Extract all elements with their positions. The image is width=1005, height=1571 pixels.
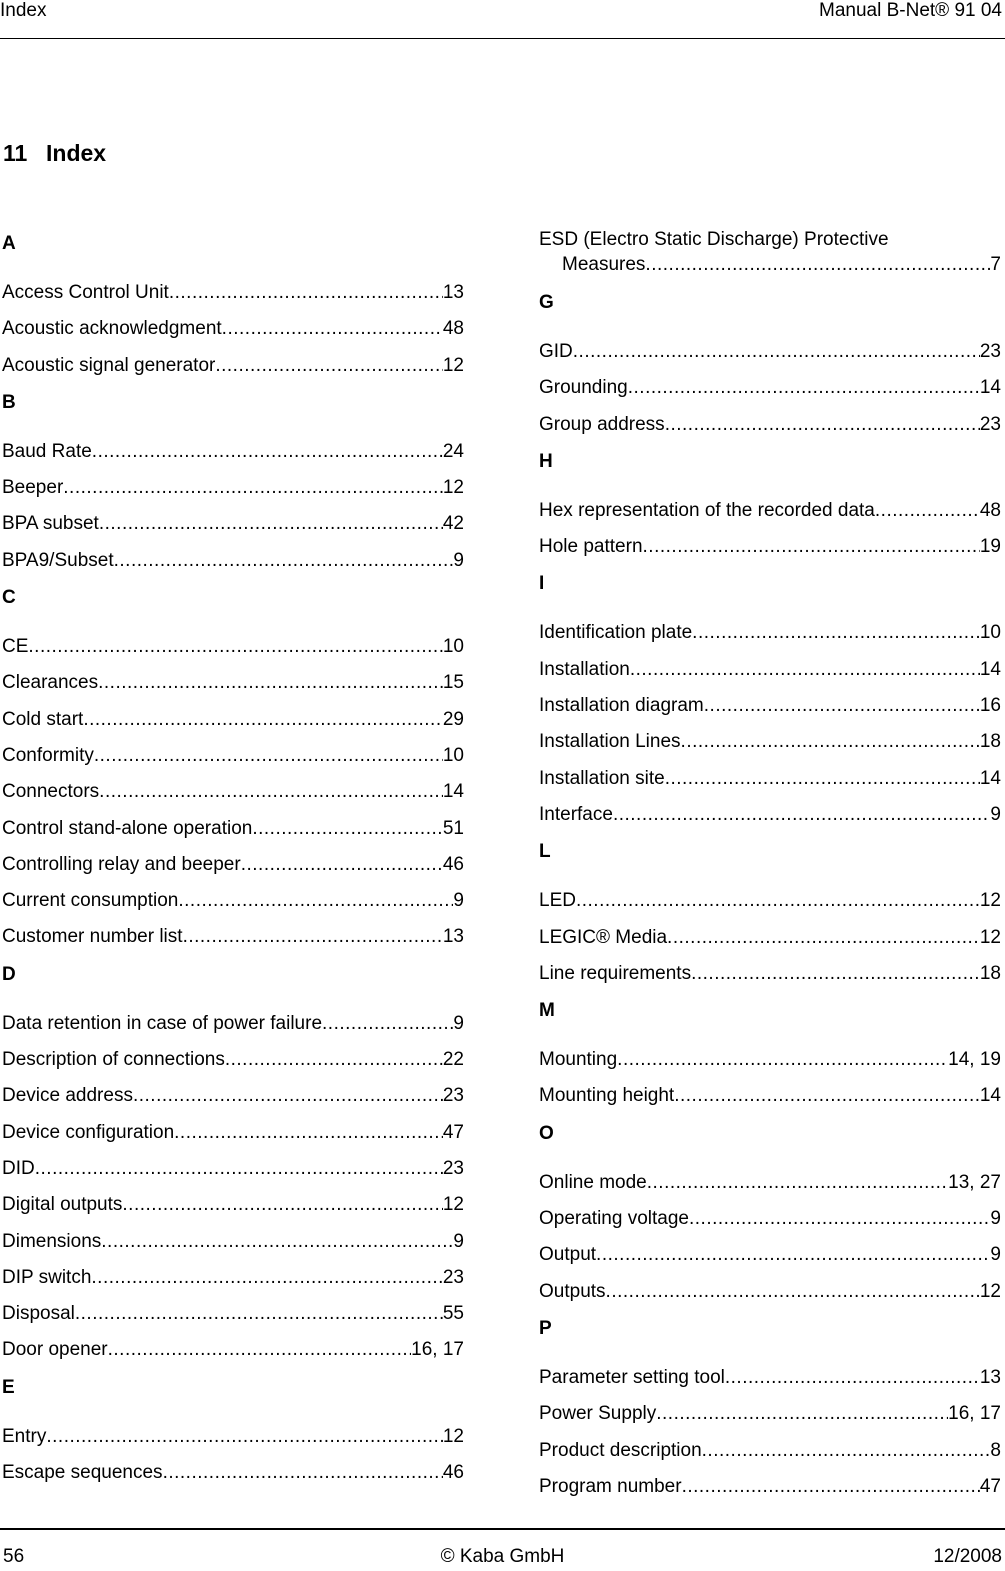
index-letter-heading: C xyxy=(2,587,16,609)
index-page-ref: 23 xyxy=(979,341,1001,362)
index-page-ref: 13, 27 xyxy=(948,1171,1001,1193)
dot-leader xyxy=(35,1154,443,1190)
dot-leader xyxy=(99,509,443,545)
index-page-ref: 12 xyxy=(979,926,1001,948)
index-page-ref: 18 xyxy=(979,731,1001,753)
page-header xyxy=(0,0,1005,24)
index-term: Measures xyxy=(562,254,646,275)
dot-leader xyxy=(692,618,980,654)
dot-leader xyxy=(94,741,443,777)
index-term: Installation Lines xyxy=(539,731,681,753)
index-page-ref: 12 xyxy=(442,354,464,376)
index-entry xyxy=(539,1204,1001,1240)
index-entry xyxy=(2,1081,464,1117)
index-term: Clearances xyxy=(2,672,99,694)
dot-leader xyxy=(674,1081,980,1117)
index-entry xyxy=(539,727,1001,763)
index-page-ref: 9 xyxy=(453,549,464,571)
index-page-ref: 13 xyxy=(442,926,464,948)
index-entry xyxy=(2,1009,464,1045)
index-page-ref: 55 xyxy=(442,1303,464,1325)
index-entry xyxy=(2,278,464,314)
index-term: Acoustic acknowledgment xyxy=(2,318,222,340)
index-page-ref: 12 xyxy=(979,890,1001,912)
index-entry xyxy=(2,1154,464,1190)
dot-leader xyxy=(178,886,453,922)
index-term: Parameter setting tool xyxy=(539,1366,725,1388)
index-entry xyxy=(539,1363,1001,1399)
index-page-ref: 14 xyxy=(979,658,1001,680)
index-entry xyxy=(539,496,1001,532)
index-entry xyxy=(539,1081,1001,1117)
index-term: Interface xyxy=(539,803,613,825)
index-term: Power Supply xyxy=(539,1403,657,1425)
index-page-ref: 10 xyxy=(979,622,1001,644)
dot-leader xyxy=(183,922,443,958)
index-letter-heading: M xyxy=(539,1000,555,1022)
dot-leader xyxy=(63,473,443,509)
index-page-ref: 46 xyxy=(442,1462,464,1484)
chapter-title: Index xyxy=(46,140,107,166)
index-letter-heading: A xyxy=(2,233,16,254)
index-entry xyxy=(2,632,464,668)
index-term: Cold start xyxy=(2,708,84,730)
page-number: 56 xyxy=(3,1546,25,1567)
index-term: GID xyxy=(539,341,573,362)
index-page-ref: 15 xyxy=(442,672,464,694)
index-column-left xyxy=(2,228,464,1494)
index-term: Installation site xyxy=(539,767,665,789)
index-term: Identification plate xyxy=(539,622,693,644)
header-divider xyxy=(0,38,1005,39)
dot-leader xyxy=(99,777,443,813)
index-entry xyxy=(2,351,464,387)
index-term: Grounding xyxy=(539,377,628,399)
index-entry xyxy=(539,886,1001,922)
index-term: CE xyxy=(2,636,29,658)
index-letter-heading: O xyxy=(539,1122,554,1144)
index-column-right xyxy=(539,227,1001,1508)
index-term: Connectors xyxy=(2,781,100,803)
dot-leader xyxy=(114,546,454,582)
index-term: BPA subset xyxy=(2,513,99,535)
index-entry xyxy=(539,532,1001,568)
index-entry xyxy=(2,777,464,813)
index-page-ref: 23 xyxy=(442,1157,464,1179)
dot-leader xyxy=(169,278,443,314)
dot-leader xyxy=(108,1335,412,1371)
dot-leader xyxy=(606,1277,980,1313)
index-page-ref: 22 xyxy=(442,1049,464,1071)
chapter-number: 11 xyxy=(3,140,28,166)
dot-leader xyxy=(725,1363,980,1399)
dot-leader xyxy=(75,1299,443,1335)
index-term: Baud Rate xyxy=(2,440,92,462)
index-entry xyxy=(2,886,464,922)
index-term: Mounting height xyxy=(539,1085,675,1107)
header-manual-title: Manual B-Net® 91 04 xyxy=(819,0,1002,21)
dot-leader xyxy=(617,1045,948,1081)
index-term: Program number xyxy=(539,1475,682,1497)
index-page-ref: 16, 17 xyxy=(411,1339,464,1361)
dot-leader xyxy=(691,959,980,995)
index-entry xyxy=(539,1240,1001,1276)
index-page-ref: 9 xyxy=(453,890,464,912)
index-page-ref: 29 xyxy=(442,708,464,730)
dot-leader xyxy=(704,691,980,727)
dot-leader xyxy=(101,1227,453,1263)
index-letter-heading: B xyxy=(2,391,16,413)
dot-leader xyxy=(163,1458,443,1494)
index-entry xyxy=(539,373,1001,409)
index-page-ref: 7 xyxy=(990,254,1001,275)
index-page-ref: 10 xyxy=(442,636,464,658)
dot-leader xyxy=(681,727,980,763)
index-page-ref: 16, 17 xyxy=(948,1403,1001,1425)
dot-leader xyxy=(573,337,980,373)
index-term: Beeper xyxy=(2,477,64,499)
index-page-ref: 12 xyxy=(979,1280,1001,1302)
index-term: Output xyxy=(539,1244,597,1266)
index-page-ref: 13 xyxy=(442,282,464,303)
dot-leader xyxy=(174,1118,443,1154)
index-term: Dimensions xyxy=(2,1230,102,1252)
dot-leader xyxy=(656,1399,948,1435)
index-entry xyxy=(2,668,464,704)
index-page-ref: 19 xyxy=(979,536,1001,558)
index-term: Disposal xyxy=(2,1303,75,1325)
footer-date: 12/2008 xyxy=(933,1546,1002,1567)
index-term: Mounting xyxy=(539,1049,618,1071)
index-term: Door opener xyxy=(2,1339,108,1361)
index-entry-line1: ESD (Electro Static Discharge) Protective xyxy=(539,229,889,250)
index-term: Online mode xyxy=(539,1171,647,1193)
index-entry xyxy=(2,705,464,741)
index-term: Controlling relay and beeper xyxy=(2,853,241,875)
index-entry xyxy=(539,655,1001,691)
dot-leader xyxy=(46,1422,443,1458)
index-term: Customer number list xyxy=(2,926,183,948)
index-entry xyxy=(2,509,464,545)
index-page-ref: 23 xyxy=(979,413,1001,435)
index-term: Acoustic signal generator xyxy=(2,354,216,376)
index-page-ref: 12 xyxy=(442,1194,464,1216)
index-term: Installation diagram xyxy=(539,695,704,717)
index-term: Product description xyxy=(539,1439,702,1461)
index-term: Line requirements xyxy=(539,962,692,984)
index-letter-heading: G xyxy=(539,292,554,313)
index-entry xyxy=(539,764,1001,800)
index-page-ref: 14 xyxy=(979,1085,1001,1107)
dot-leader xyxy=(122,1190,442,1226)
dot-leader xyxy=(630,655,980,691)
index-term: Data retention in case of power failure xyxy=(2,1012,323,1034)
dot-leader xyxy=(98,668,443,704)
index-page-ref: 12 xyxy=(442,477,464,499)
index-entry xyxy=(539,337,1001,373)
footer-divider xyxy=(0,1528,1005,1530)
dot-leader xyxy=(647,1168,948,1204)
index-term: Conformity xyxy=(2,744,94,766)
index-letter-heading: D xyxy=(2,963,16,985)
index-page-ref: 9 xyxy=(990,803,1001,825)
index-term: Escape sequences xyxy=(2,1462,163,1484)
index-page-ref: 14 xyxy=(442,781,464,803)
index-term: Hex representation of the recorded data xyxy=(539,499,875,521)
index-entry xyxy=(539,618,1001,654)
index-term: LED xyxy=(539,890,576,912)
header-section-title: Index xyxy=(0,0,47,21)
index-entry xyxy=(539,1472,1001,1508)
dot-leader xyxy=(667,923,980,959)
dot-leader xyxy=(133,1081,443,1117)
index-entry-esd xyxy=(539,227,1001,287)
index-entry xyxy=(539,1277,1001,1313)
index-page-ref: 9 xyxy=(990,1244,1001,1266)
index-term: Installation xyxy=(539,658,630,680)
index-page-ref: 47 xyxy=(979,1475,1001,1497)
index-term: Entry xyxy=(2,1425,47,1447)
dot-leader xyxy=(628,373,980,409)
dot-leader xyxy=(613,800,990,836)
index-page-ref: 18 xyxy=(979,962,1001,984)
index-entry xyxy=(2,814,464,850)
dot-leader xyxy=(252,814,443,850)
dot-leader xyxy=(682,1472,980,1508)
index-entry xyxy=(2,546,464,582)
index-page-ref: 46 xyxy=(442,853,464,875)
dot-leader xyxy=(92,437,443,473)
index-term: Group address xyxy=(539,413,665,435)
index-entry xyxy=(539,1045,1001,1081)
index-entry xyxy=(2,741,464,777)
index-page-ref: 8 xyxy=(990,1439,1001,1461)
dot-leader xyxy=(322,1009,453,1045)
dot-leader xyxy=(702,1436,991,1472)
index-entry xyxy=(2,1458,464,1494)
index-letter-heading: E xyxy=(2,1376,15,1398)
index-entry xyxy=(539,1436,1001,1472)
index-page-ref: 23 xyxy=(442,1266,464,1288)
dot-leader xyxy=(225,1045,443,1081)
index-entry xyxy=(2,850,464,886)
index-page-ref: 12 xyxy=(442,1425,464,1447)
index-term: Hole pattern xyxy=(539,536,643,558)
index-entry xyxy=(539,410,1001,446)
index-page-ref: 14 xyxy=(979,767,1001,789)
index-letter-heading: I xyxy=(539,573,545,595)
index-entry xyxy=(539,923,1001,959)
dot-leader xyxy=(241,850,443,886)
index-entry xyxy=(2,314,464,350)
index-page-ref: 24 xyxy=(442,440,464,462)
index-page-ref: 16 xyxy=(979,695,1001,717)
index-entry xyxy=(2,922,464,958)
index-term: Control stand-alone operation xyxy=(2,817,253,839)
index-entry xyxy=(2,1045,464,1081)
dot-leader xyxy=(665,764,980,800)
footer-copyright: © Kaba GmbH xyxy=(440,1546,565,1567)
dot-leader xyxy=(645,252,990,277)
index-page-ref: 14, 19 xyxy=(948,1049,1001,1071)
index-page-ref: 51 xyxy=(442,817,464,839)
index-entry xyxy=(2,1190,464,1226)
index-term: Access Control Unit xyxy=(2,282,169,303)
index-entry xyxy=(539,1399,1001,1435)
index-term: Digital outputs xyxy=(2,1194,123,1216)
index-term: BPA9/Subset xyxy=(2,549,114,571)
index-page-ref: 14 xyxy=(979,377,1001,399)
index-page-ref: 13 xyxy=(979,1366,1001,1388)
index-entry xyxy=(539,800,1001,836)
index-entry xyxy=(2,1422,464,1458)
dot-leader xyxy=(91,1263,442,1299)
dot-leader xyxy=(215,351,443,387)
index-letter-heading: P xyxy=(539,1317,552,1339)
index-term: Description of connections xyxy=(2,1049,225,1071)
index-entry xyxy=(539,1168,1001,1204)
index-term: DIP switch xyxy=(2,1266,92,1288)
index-page-ref: 47 xyxy=(442,1121,464,1143)
index-page-ref: 23 xyxy=(442,1085,464,1107)
index-entry xyxy=(2,1299,464,1335)
index-page-ref: 9 xyxy=(453,1230,464,1252)
dot-leader xyxy=(596,1240,990,1276)
index-letter-heading: H xyxy=(539,450,553,472)
dot-leader xyxy=(576,886,980,922)
index-entry xyxy=(2,437,464,473)
index-entry xyxy=(539,691,1001,727)
index-term: Operating voltage xyxy=(539,1208,689,1230)
index-entry xyxy=(2,1335,464,1371)
index-page-ref: 48 xyxy=(442,318,464,340)
index-term: LEGIC® Media xyxy=(539,926,668,948)
index-page-ref: 9 xyxy=(990,1208,1001,1230)
index-entry xyxy=(539,959,1001,995)
dot-leader xyxy=(222,314,443,350)
index-page-ref: 10 xyxy=(442,744,464,766)
dot-leader xyxy=(28,632,442,668)
chapter-heading xyxy=(3,140,106,167)
dot-leader xyxy=(665,410,980,446)
dot-leader xyxy=(83,705,443,741)
dot-leader xyxy=(875,496,980,532)
index-term: Outputs xyxy=(539,1280,606,1302)
index-entry xyxy=(2,1263,464,1299)
index-term: DID xyxy=(2,1157,35,1179)
dot-leader xyxy=(689,1204,990,1240)
index-entry xyxy=(2,1227,464,1263)
index-page-ref: 42 xyxy=(442,513,464,535)
index-term: Device configuration xyxy=(2,1121,175,1143)
index-page-ref: 9 xyxy=(453,1012,464,1034)
index-term: Current consumption xyxy=(2,890,179,912)
index-term: Device address xyxy=(2,1085,133,1107)
index-page-ref: 48 xyxy=(979,499,1001,521)
dot-leader xyxy=(643,532,980,568)
index-entry xyxy=(2,1118,464,1154)
index-letter-heading: L xyxy=(539,841,551,863)
index-entry xyxy=(2,473,464,509)
